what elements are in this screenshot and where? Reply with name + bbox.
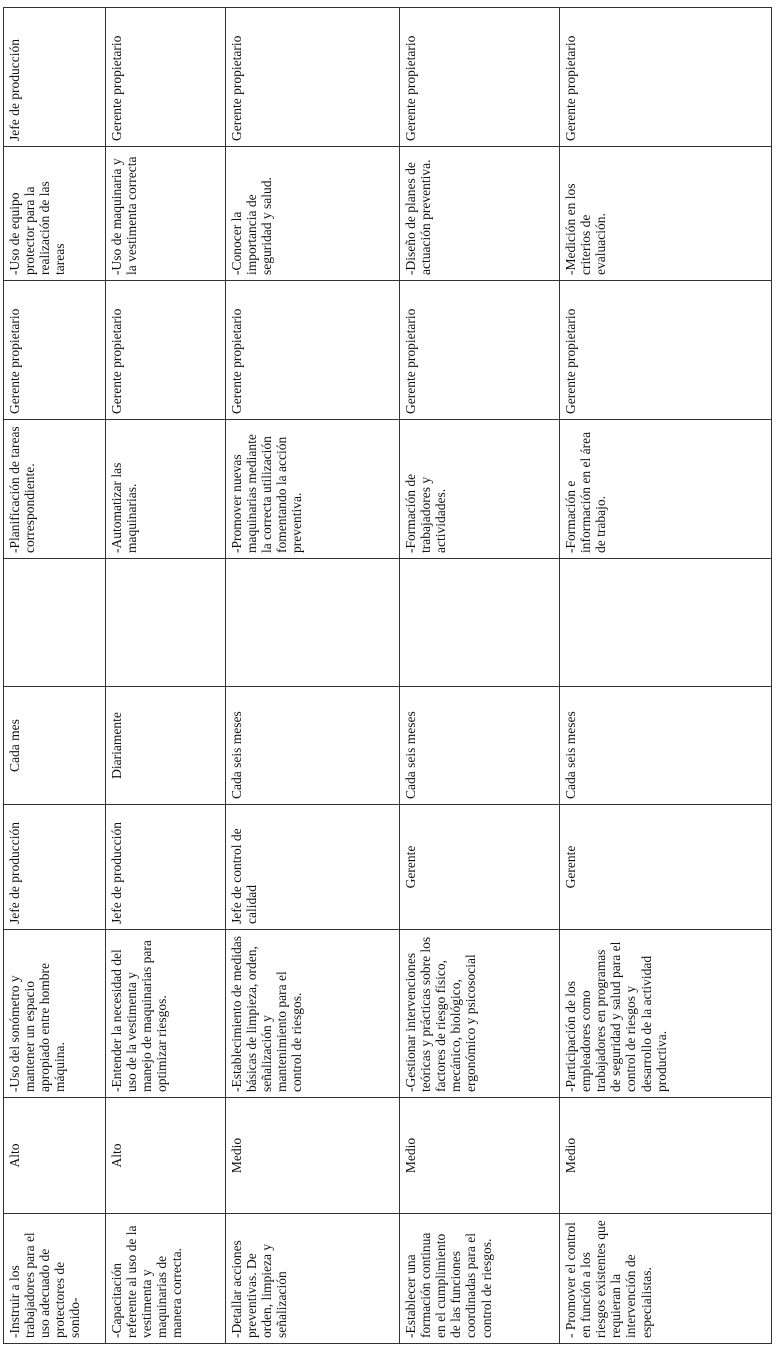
risk-control-table xyxy=(3,7,772,1344)
activity-cell: -Planificación de tareas correspondiente. xyxy=(4,420,106,559)
activity-responsible-cell: Gerente propietario xyxy=(4,281,106,420)
risk-level-cell: Alto xyxy=(106,1098,226,1214)
objective-cell: -Detallar acciones preventivas. De orden, limpieza y señalización xyxy=(226,1214,400,1344)
responsible-cell: Gerente xyxy=(400,805,560,930)
frequency-cell: Cada seis meses xyxy=(400,687,560,805)
objective-cell: -Instruir a los trabajadores para el uso adecuado de protectores de sonido- xyxy=(4,1214,106,1344)
activity-cell: -Formación e información en el área de trabajo. xyxy=(560,420,772,559)
responsible-cell: Jefe de producción xyxy=(106,805,226,930)
risk-level-cell: Medio xyxy=(560,1098,772,1214)
objective-cell: - Promover el control en función a los riesgos existentes que requieran la intervención de especialistas. xyxy=(560,1214,772,1344)
activity-responsible-cell: Gerente propietario xyxy=(400,281,560,420)
supervisor-cell: Gerente propietario xyxy=(560,8,772,147)
supervisor-cell: Gerente propietario xyxy=(106,8,226,147)
objective-cell: -Establecer una formación continua en el cumplimiento de las funciones coordinadas para el control de riesgos. xyxy=(400,1214,560,1344)
table-row xyxy=(400,8,560,1344)
frequency-cell: Cada seis meses xyxy=(560,687,772,805)
indicator-cell: -Medición en los criterios de evaluación. xyxy=(560,147,772,281)
rotated-table-page xyxy=(3,8,771,1344)
frequency-cell: Cada seis meses xyxy=(226,687,400,805)
indicator-cell: -Uso de maquinaria y la vestimenta correcta xyxy=(106,147,226,281)
risk-level-cell: Medio xyxy=(226,1098,400,1214)
empty-cell xyxy=(560,559,772,687)
table-row xyxy=(226,8,400,1344)
activity-responsible-cell: Gerente propietario xyxy=(106,281,226,420)
frequency-cell: Cada mes xyxy=(4,687,106,805)
empty-cell xyxy=(106,559,226,687)
responsible-cell: Gerente xyxy=(560,805,772,930)
activity-cell: -Promover nuevas maquinarias mediante la correcta utilización fomentando la acción preventiva. xyxy=(226,420,400,559)
empty-cell xyxy=(400,559,560,687)
table-row xyxy=(560,8,772,1344)
activity-cell: -Automatizar las maquinarias. xyxy=(106,420,226,559)
responsible-cell: Jefe de control de calidad xyxy=(226,805,400,930)
table-row xyxy=(106,8,226,1344)
action-cell: -Gestionar intervenciones teóricas y prácticas sobre los factores de riesgo físico, mecánico, biológico, ergonómico y psicosocial xyxy=(400,930,560,1098)
supervisor-cell: Gerente propietario xyxy=(226,8,400,147)
risk-level-cell: Medio xyxy=(400,1098,560,1214)
responsible-cell: Jefe de producción xyxy=(4,805,106,930)
activity-responsible-cell: Gerente propietario xyxy=(560,281,772,420)
activity-cell: -Formación de trabajadores y actividades. xyxy=(400,420,560,559)
objective-cell: -Capacitación referente al uso de la vestimenta y maquinarias de manera correcta. xyxy=(106,1214,226,1344)
supervisor-cell: Jefe de producción xyxy=(4,8,106,147)
action-cell: -Establecimiento de medidas básicas de limpieza, orden, señalización y mantenimiento para el control de riesgos. xyxy=(226,930,400,1098)
frequency-cell: Diariamente xyxy=(106,687,226,805)
action-cell: -Entender la necesidad del uso de la vestimenta y manejo de maquinarias para optimizar riesgos. xyxy=(106,930,226,1098)
supervisor-cell: Gerente propietario xyxy=(400,8,560,147)
empty-cell xyxy=(226,559,400,687)
indicator-cell: -Diseño de planes de actuación preventiva. xyxy=(400,147,560,281)
activity-responsible-cell: Gerente propietario xyxy=(226,281,400,420)
action-cell: -Uso del sonómetro y mantener un espacio apropiado entre hombre máquina. xyxy=(4,930,106,1098)
risk-level-cell: Alto xyxy=(4,1098,106,1214)
empty-cell xyxy=(4,559,106,687)
table-row xyxy=(4,8,106,1344)
action-cell: -Participación de los empleadores como trabajadores en programas de seguridad y salud para el control de riesgos y desarrollo de la actividad productiva. xyxy=(560,930,772,1098)
indicator-cell: -Uso de equipo protector para la realización de las tareas xyxy=(4,147,106,281)
indicator-cell: -Conocer la importancia de seguridad y salud. xyxy=(226,147,400,281)
